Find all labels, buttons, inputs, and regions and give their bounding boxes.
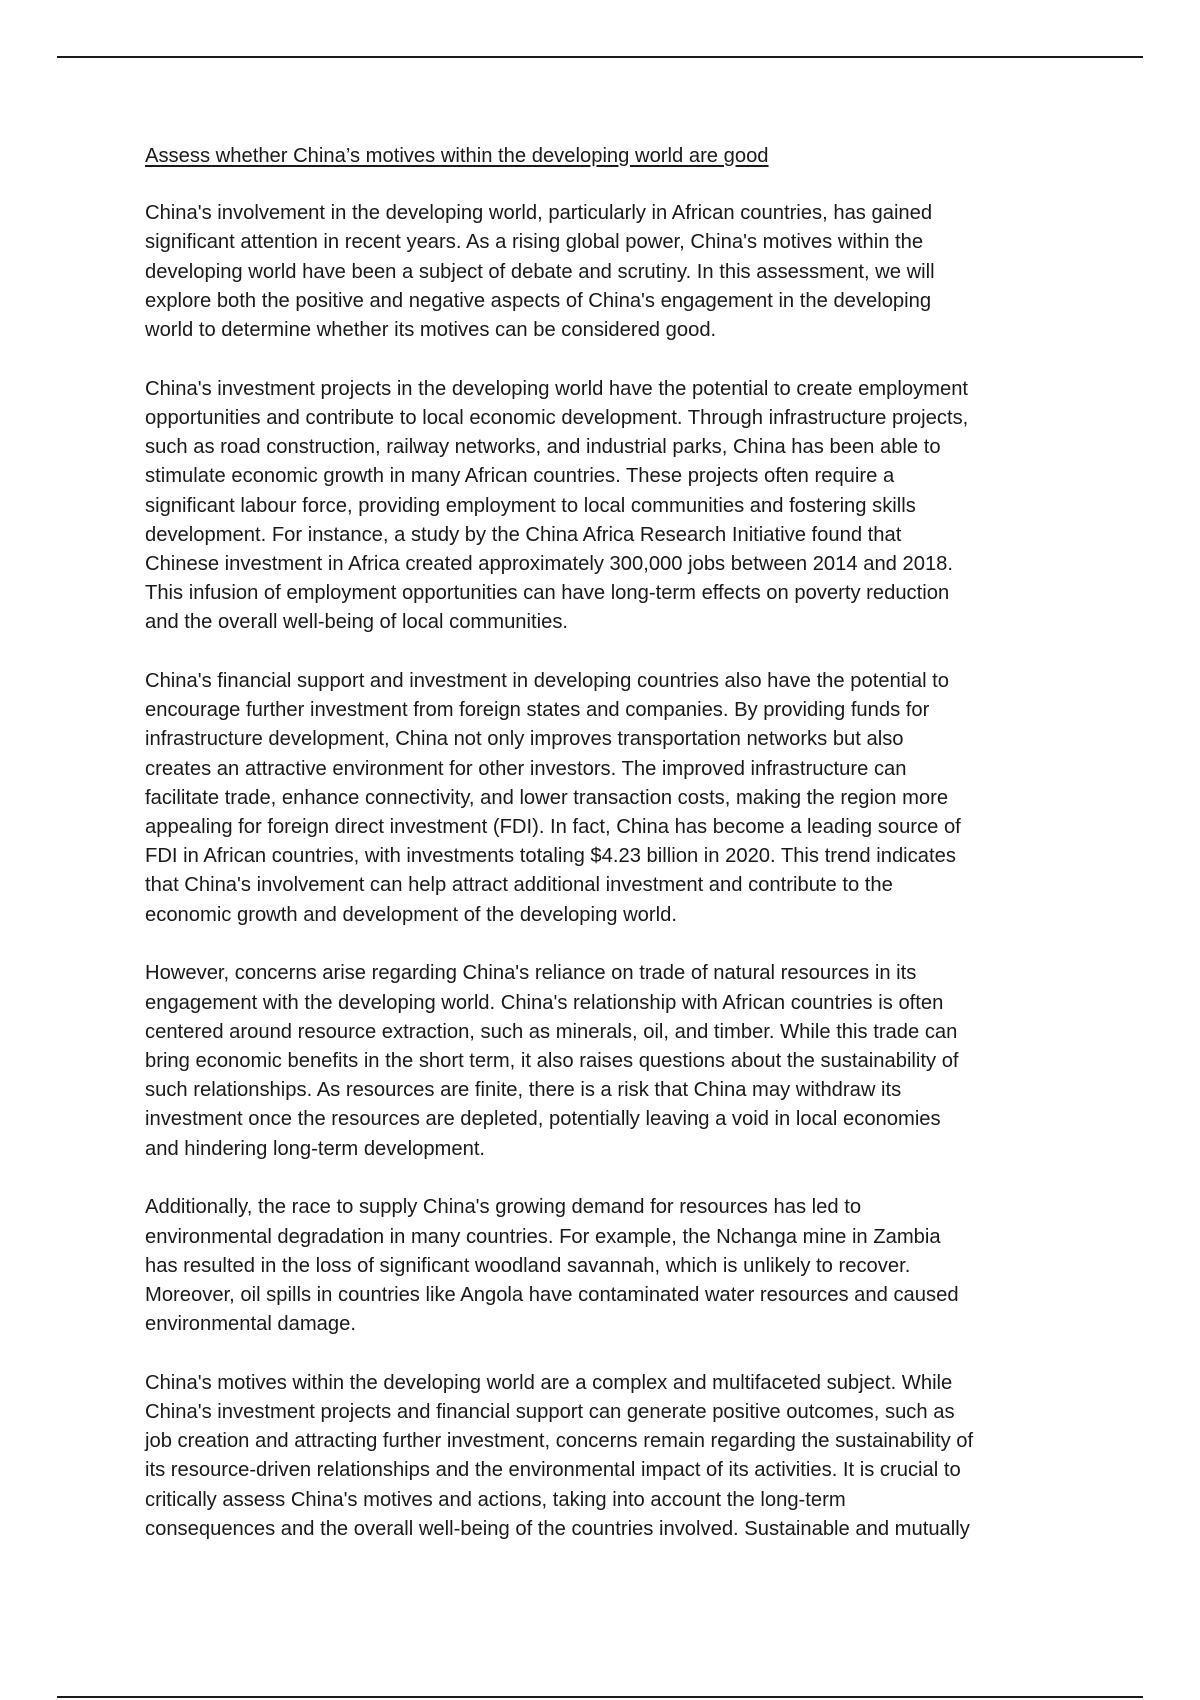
paragraph-line: This infusion of employment opportunities can have long-term effects on poverty reduction (145, 582, 950, 605)
paragraph-resources (145, 959, 1060, 1163)
paragraph-line: encourage further investment from foreign states and companies. By providing funds for (145, 699, 930, 722)
paragraph-line: explore both the positive and negative aspects of China's engagement in the developing (145, 289, 932, 312)
paragraph-conclusion (145, 1369, 1060, 1544)
paragraph-line: and hindering long-term development. (145, 1137, 486, 1160)
paragraph-line: such relationships. As resources are finite, there is a risk that China may withdraw its (145, 1079, 902, 1102)
footer-rule (57, 1696, 1143, 1698)
paragraph-line: opportunities and contribute to local economic development. Through infrastructure projects, (145, 406, 969, 429)
paragraph-line: centered around resource extraction, such as minerals, oil, and timber. While this trade can (145, 1020, 958, 1043)
paragraph-line: However, concerns arise regarding China's reliance on trade of natural resources in its (145, 962, 917, 985)
paragraph-line: creates an attractive environment for other investors. The improved infrastructure can (145, 757, 907, 780)
paragraph-line: Additionally, the race to supply China's growing demand for resources has led to (145, 1196, 862, 1219)
paragraph-line: FDI in African countries, with investments totaling $4.23 billion in 2020. This trend indicates (145, 845, 956, 868)
paragraph-line: has resulted in the loss of significant woodland savannah, which is unlikely to recover. (145, 1254, 911, 1277)
paragraph-line: job creation and attracting further investment, concerns remain regarding the sustainability of (145, 1430, 974, 1453)
paragraph-line: infrastructure development, China not only improves transportation networks but also (145, 728, 904, 751)
paragraph-line: investment once the resources are depleted, potentially leaving a void in local economies (145, 1108, 941, 1131)
paragraph-line: China's investment projects in the developing world have the potential to create employment (145, 377, 969, 400)
paragraph-line: significant labour force, providing employment to local communities and fostering skills (145, 494, 916, 517)
paragraph-line: economic growth and development of the developing world. (145, 903, 677, 926)
paragraph-investment (145, 667, 1060, 930)
paragraph-line: development. For instance, a study by the China Africa Research Initiative found that (145, 523, 902, 546)
paragraph-line: critically assess China's motives and actions, taking into account the long-term (145, 1488, 846, 1511)
paragraph-introduction (145, 199, 1060, 345)
paragraph-line: world to determine whether its motives can be considered good. (145, 319, 717, 342)
paragraph-line: and the overall well-being of local communities. (145, 611, 569, 634)
paragraph-line: that China's involvement can help attract additional investment and contribute to the (145, 874, 893, 897)
paragraph-environment (145, 1193, 1060, 1339)
paragraph-line: appealing for foreign direct investment (FDI). In fact, China has become a leading source of (145, 816, 961, 839)
paragraph-line: stimulate economic growth in many African countries. These projects often require a (145, 465, 895, 488)
paragraph-line: developing world have been a subject of debate and scrutiny. In this assessment, we will (145, 260, 935, 283)
paragraph-line: Moreover, oil spills in countries like Angola have contaminated water resources and caused (145, 1283, 959, 1306)
document-title: Assess whether China’s motives within the developing world are good (145, 145, 769, 167)
paragraph-line: China's involvement in the developing world, particularly in African countries, has gained (145, 202, 933, 225)
paragraph-line: facilitate trade, enhance connectivity, and lower transaction costs, making the region more (145, 786, 949, 809)
paragraph-line: environmental degradation in many countries. For example, the Nchanga mine in Zambia (145, 1225, 941, 1248)
paragraph-line: environmental damage. (145, 1313, 356, 1336)
paragraph-line: China's financial support and investment in developing countries also have the potential to (145, 670, 950, 693)
header-rule (57, 56, 1143, 58)
paragraph-line: significant attention in recent years. As a rising global power, China's motives within the (145, 231, 924, 254)
paragraph-line: China's investment projects and financial support can generate positive outcomes, such as (145, 1401, 955, 1424)
paragraph-line: bring economic benefits in the short term, it also raises questions about the sustainability of (145, 1049, 959, 1072)
paragraph-line: China's motives within the developing world are a complex and multifaceted subject. While (145, 1371, 953, 1394)
document-body (145, 142, 1060, 1574)
paragraph-line: engagement with the developing world. China's relationship with African countries is often (145, 991, 944, 1014)
paragraph-employment (145, 375, 1060, 638)
paragraph-line: its resource-driven relationships and the environmental impact of its activities. It is crucial to (145, 1459, 961, 1482)
paragraph-line: such as road construction, railway networks, and industrial parks, China has been able to (145, 436, 941, 459)
paragraph-line: consequences and the overall well-being of the countries involved. Sustainable and mutually (145, 1517, 970, 1540)
paragraph-line: Chinese investment in Africa created approximately 300,000 jobs between 2014 and 2018. (145, 552, 954, 575)
